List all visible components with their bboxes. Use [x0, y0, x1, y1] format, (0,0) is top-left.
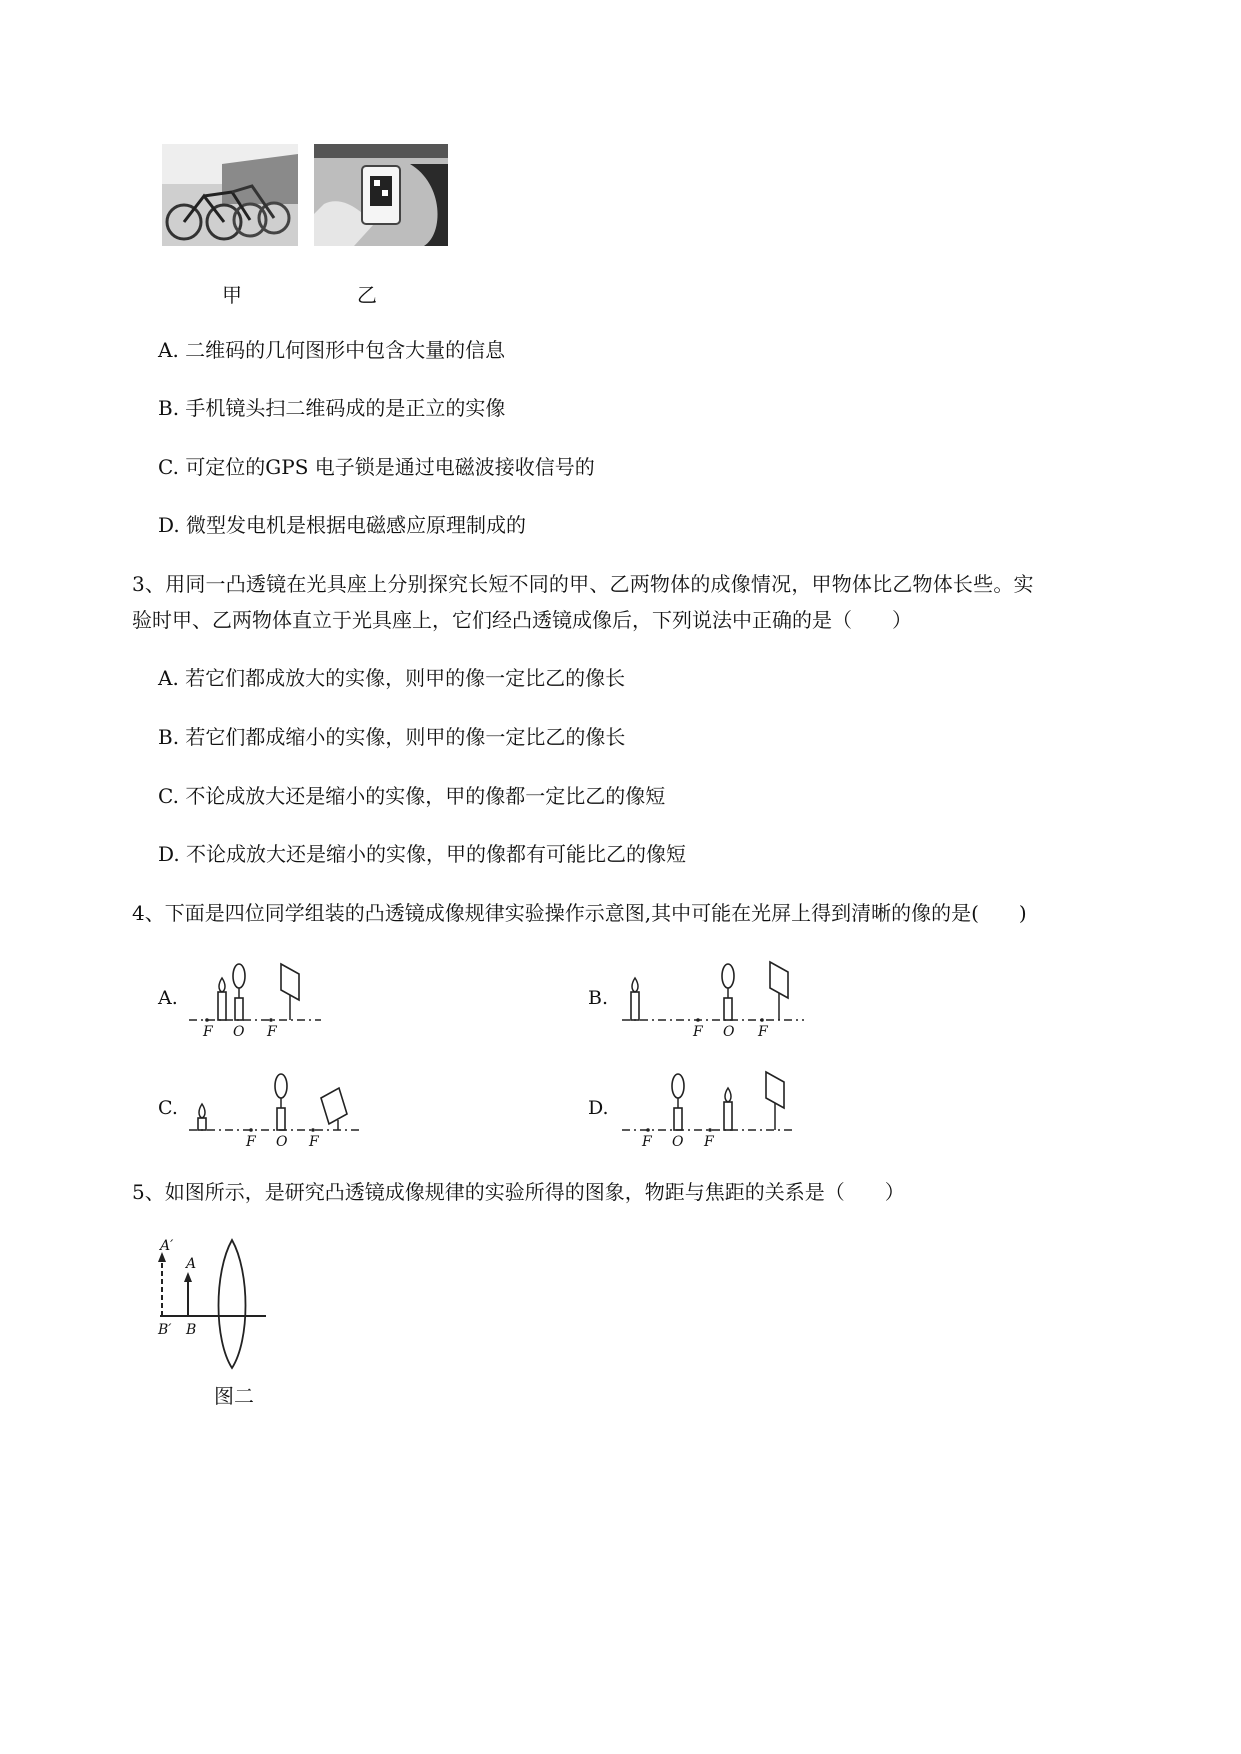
q3-option-d[interactable] — [158, 840, 686, 868]
option-label: B. — [158, 396, 180, 420]
q2-option-d[interactable] — [158, 511, 526, 539]
option-text: 微型发电机是根据电磁感应原理制成的 — [186, 513, 527, 537]
focal-point-label: F — [203, 1024, 213, 1040]
q3-option-b[interactable] — [158, 723, 625, 751]
focal-point-label: F — [693, 1024, 703, 1040]
focal-point-label: F — [246, 1134, 256, 1150]
q2-option-c[interactable] — [158, 453, 595, 481]
optical-center-label: O — [723, 1024, 735, 1040]
phone-scan-photo — [314, 144, 448, 246]
q4-option-a-label[interactable]: A. — [158, 987, 178, 1009]
object-base-label: B — [186, 1322, 197, 1338]
option-text: 不论成放大还是缩小的实像，甲的像都一定比乙的像短 — [185, 784, 666, 808]
q4-stem: 4、下面是四位同学组装的凸透镜成像规律实验操作示意图,其中可能在光屏上得到清晰的像的是( ) — [132, 901, 1027, 925]
figure-caption-yi: 乙 — [357, 283, 377, 307]
q4-diagram-a[interactable] — [185, 958, 325, 1040]
q2-option-a[interactable] — [158, 336, 505, 364]
object-top-label: A — [186, 1256, 197, 1272]
q3-option-a[interactable] — [158, 664, 625, 692]
q3-option-c[interactable] — [158, 782, 665, 810]
figure-caption-jia: 甲 — [222, 283, 242, 307]
optical-center-label: O — [672, 1134, 684, 1150]
q5-lens-figure — [152, 1236, 272, 1376]
option-label: D. — [158, 513, 180, 537]
focal-point-label: F — [642, 1134, 652, 1150]
option-label: D. — [158, 842, 180, 866]
focal-point-label: F — [309, 1134, 319, 1150]
q2-option-b[interactable] — [158, 394, 505, 422]
optical-center-label: O — [233, 1024, 245, 1040]
option-text: 二维码的几何图形中包含大量的信息 — [185, 338, 506, 362]
option-text: 若它们都成放大的实像，则甲的像一定比乙的像长 — [185, 666, 626, 690]
option-label: C. — [158, 455, 179, 479]
focal-point-label: F — [267, 1024, 277, 1040]
option-label: A. — [158, 338, 179, 362]
option-text: 不论成放大还是缩小的实像，甲的像都有可能比乙的像短 — [186, 842, 687, 866]
q4-option-c-label[interactable]: C. — [158, 1097, 178, 1119]
bike-photo — [162, 144, 298, 246]
q5-figure-caption: 图二 — [214, 1384, 254, 1408]
q4-option-b-label[interactable]: B. — [588, 987, 609, 1009]
q3-stem-line1: 3、用同一凸透镜在光具座上分别探究长短不同的甲、乙两物体的成像情况，甲物体比乙物体长些。实 — [132, 572, 1034, 596]
option-label: B. — [158, 725, 180, 749]
q4-option-d-label[interactable]: D. — [588, 1097, 609, 1119]
image-base-label: B′ — [158, 1322, 172, 1338]
focal-point-label: F — [758, 1024, 768, 1040]
option-text: 可定位的GPS 电子锁是通过电磁波接收信号的 — [185, 455, 595, 479]
option-text: 手机镜头扫二维码成的是正立的实像 — [185, 396, 506, 420]
option-text: 若它们都成缩小的实像，则甲的像一定比乙的像长 — [185, 725, 626, 749]
optical-center-label: O — [276, 1134, 288, 1150]
option-label: C. — [158, 784, 179, 808]
q3-stem-line2: 验时甲、乙两物体直立于光具座上，它们经凸透镜成像后，下列说法中正确的是（ ） — [132, 608, 912, 632]
q4-diagram-d[interactable] — [618, 1068, 798, 1150]
focal-point-label: F — [704, 1134, 714, 1150]
image-top-label: A′ — [160, 1238, 174, 1254]
option-label: A. — [158, 666, 179, 690]
q4-diagram-c[interactable] — [185, 1068, 365, 1150]
q4-diagram-b[interactable] — [618, 958, 808, 1040]
q5-stem: 5、如图所示，是研究凸透镜成像规律的实验所得的图象，物距与焦距的关系是（ ） — [132, 1180, 905, 1204]
